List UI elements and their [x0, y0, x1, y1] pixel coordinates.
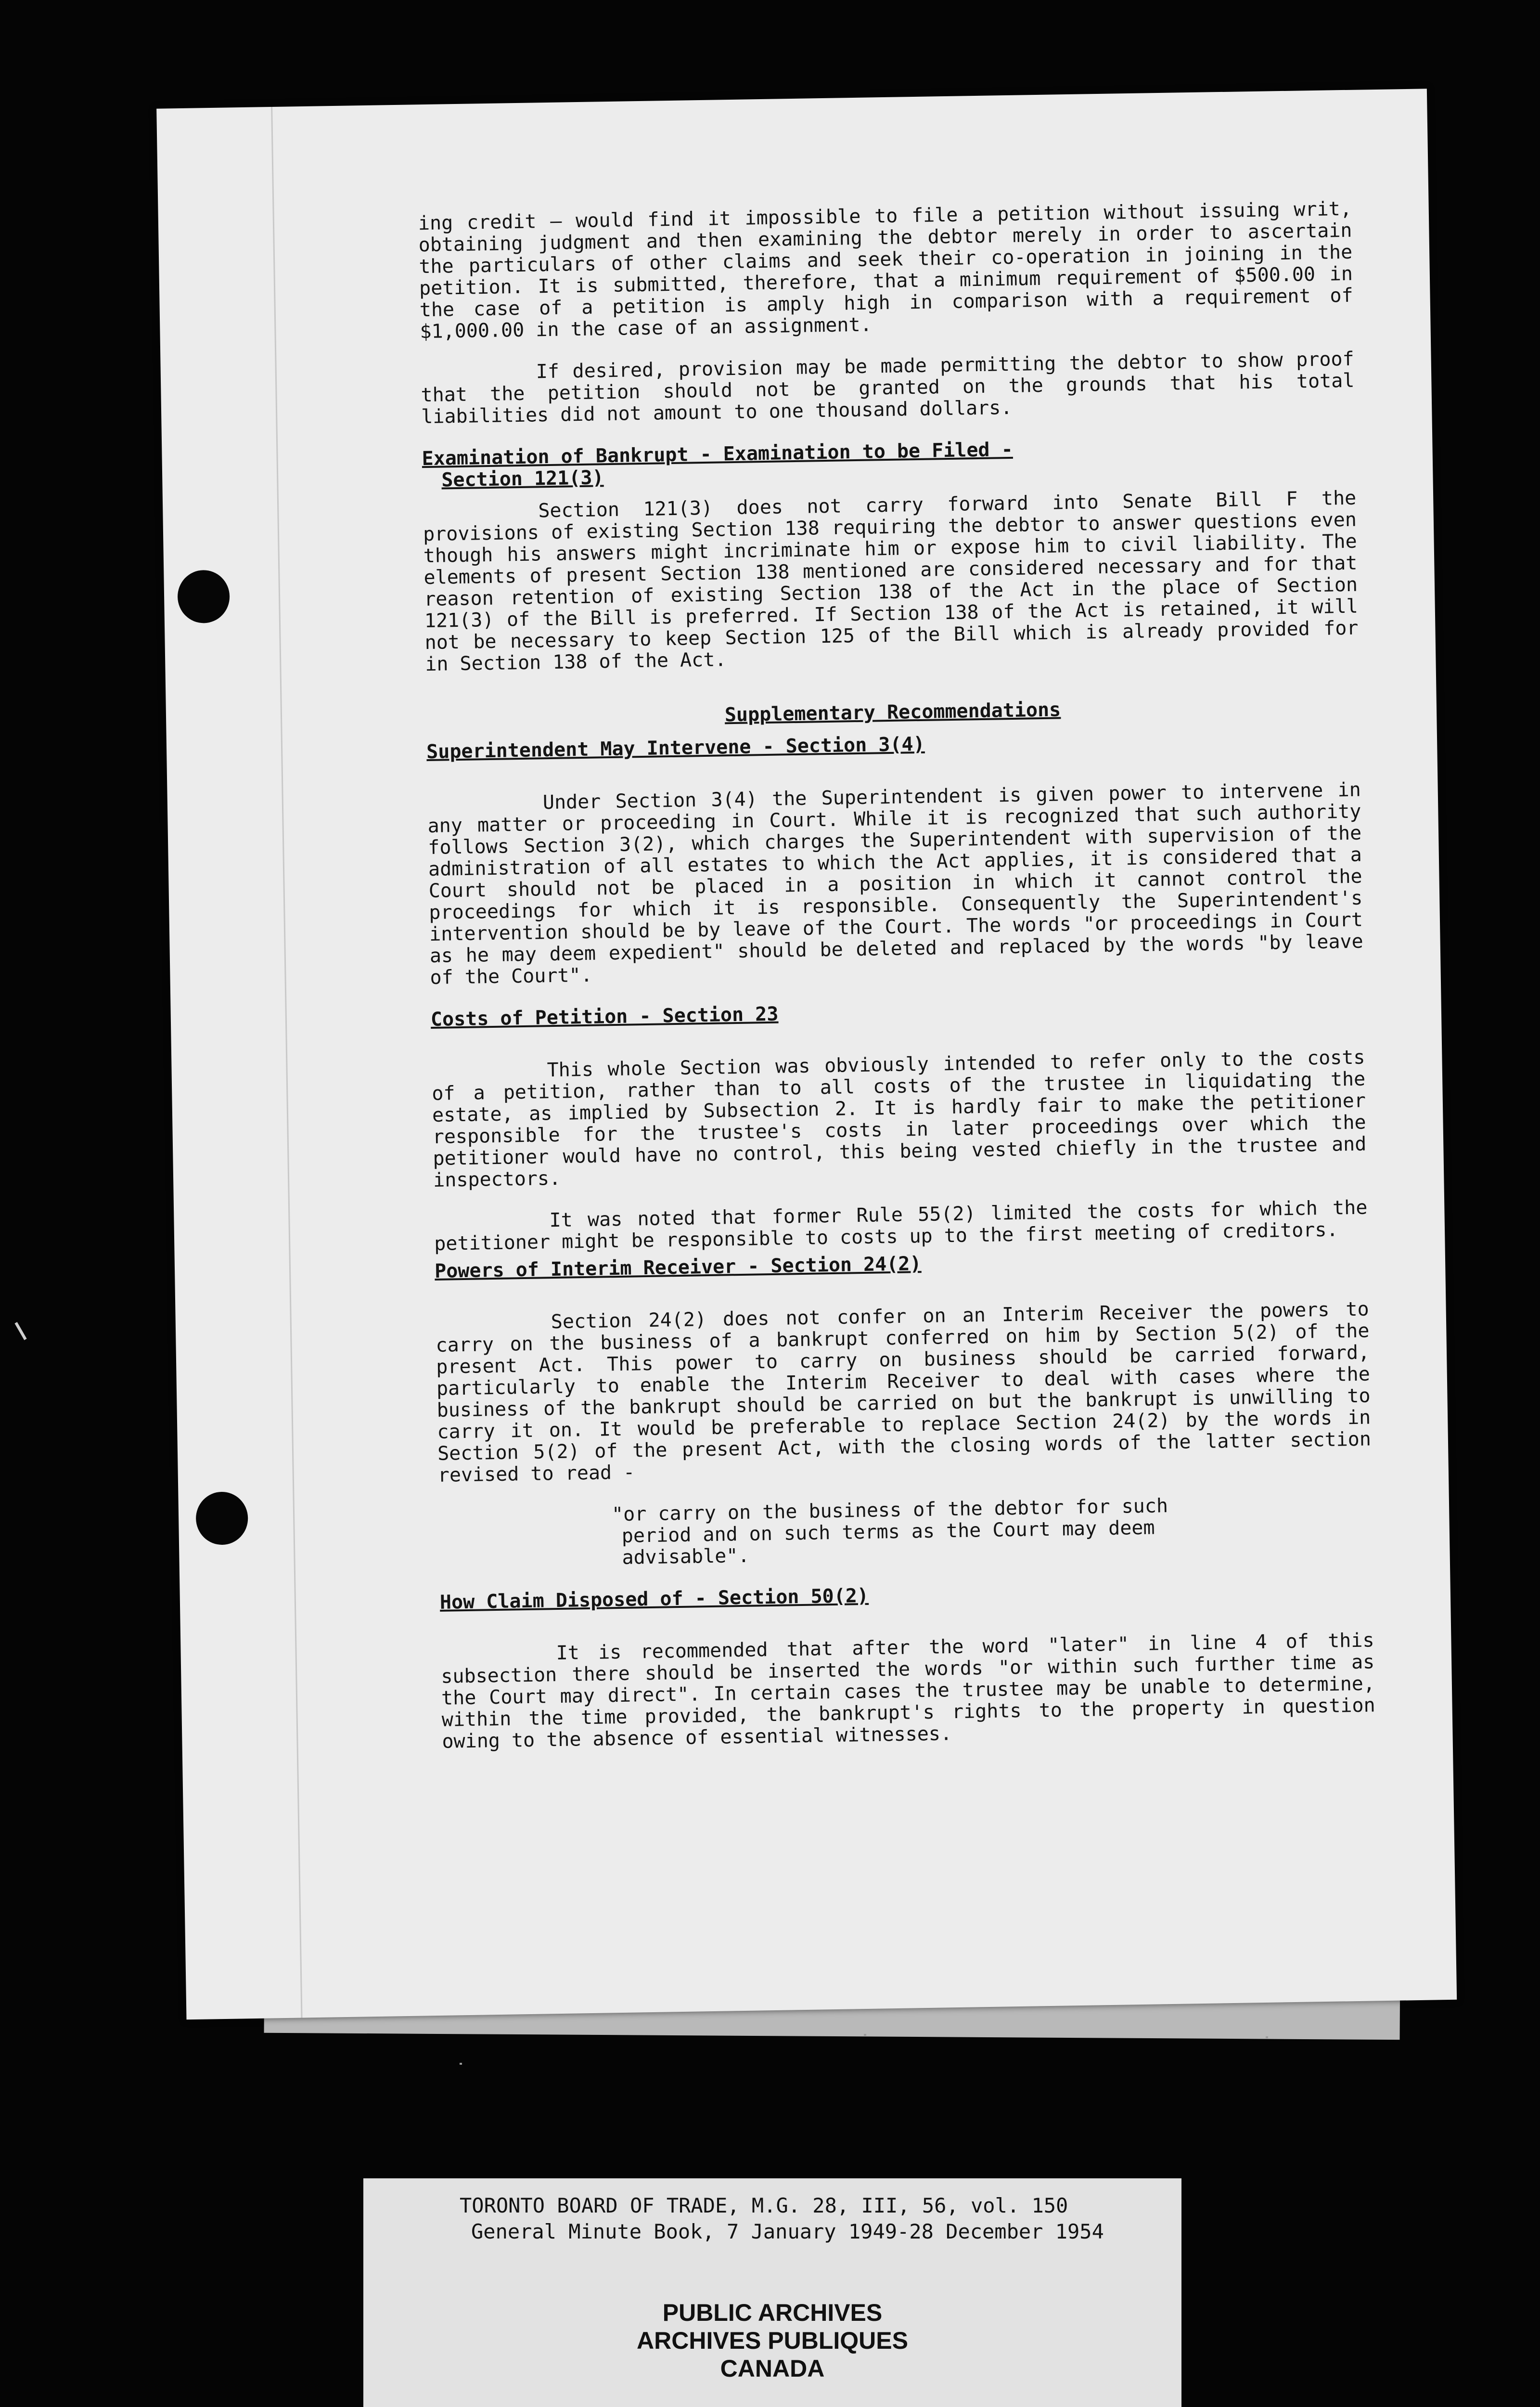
- heading-examination-line2: Section 121(3): [441, 466, 604, 492]
- fonds-reference-line-2: General Minute Book, 7 January 1949-28 December 1954: [471, 2220, 1104, 2243]
- heading-costs-of-petition: Costs of Petition - Section 23: [430, 1003, 779, 1031]
- archive-name-country: CANADA: [720, 2355, 825, 2382]
- paragraph-debtor-proof: If desired, provision may be made permitting the debtor to show proof that the petition should not be granted on the grounds that his total liabilities did not amount to one thousand dollars.: [421, 348, 1355, 428]
- fonds-reference: [460, 2193, 1133, 2245]
- heading-supplementary-recommendations: Supplementary Recommendations: [724, 699, 1061, 726]
- quote-line-1: "or carry on the business of the debtor for such: [611, 1495, 1168, 1526]
- punch-hole-top: [177, 569, 230, 623]
- film-scratch: [14, 1322, 26, 1340]
- punch-hole-bottom: [195, 1491, 248, 1545]
- fonds-reference-line-1: TORONTO BOARD OF TRADE, M.G. 28, III, 56, vol. 150: [460, 2194, 1068, 2217]
- document-page: [156, 89, 1457, 2019]
- paragraph-rule-55: It was noted that former Rule 55(2) limited the costs for which the petitioner might be responsible to costs up to the first meeting of creditors.: [434, 1196, 1368, 1255]
- heading-how-claim-disposed: How Claim Disposed of - Section 50(2): [439, 1584, 869, 1614]
- paragraph-section-121: Section 121(3) does not carry forward into Senate Bill F the provisions of existing Section 138 requiring the debtor to answer questions even though his answers might incriminate him or expose him to civil liability. The elements of present Section 138 mentioned are considered necessary and for that reason retention of existing Section 138 of the Act in the place of Section 121(3) of the Bill is preferred. If Section 138 of the Act is retained, it will not be necessary to keep Section 125 of the Bill which is already provided for in Section 138 of the Act.: [423, 487, 1359, 676]
- film-speck: [864, 2034, 866, 2036]
- paragraph-section-3-4: Under Section 3(4) the Superintendent is given power to intervene in any matter or proceeding in Court. While it is recognized that such authority follows Section 3(2), which charges the Superintendent with supervision of the administration of all estates to which the Act applies, it is considered that a Court should not be placed in a position in which it cannot control the proceedings for which it is responsible. Consequently the Superintendent's intervention should be by leave of the Court. The words "or proceedings in Court as he may deem expedient" should be deleted and replaced by the words "by leave of the Court".: [427, 778, 1364, 989]
- paragraph-section-23: This whole Section was obviously intended to refer only to the costs of a petition, rather than to all costs of the trustee in liquidating the estate, as implied by Subsection 2. It is hardly fair to make the petitioner responsible for the trustee's costs in later proceedings over which the petitioner would have no control, this being vested chiefly in the trustee and inspectors.: [432, 1046, 1367, 1191]
- quoted-revision: [612, 1495, 1190, 1569]
- paragraph-intro-continued: ing credit — would find it impossible to file a petition without issuing writ, obtaining judgment and then examining the debtor merely in order to ascertain the particulars of other claims and seek their co-operation in joining in the petition. It is submitted, therefore, that a minimum requirement of $500.00 in the case of a petition is amply high in comparison with a requirement of $1,000.00 in the case of an assignment.: [418, 197, 1353, 343]
- quote-line-2: period and on such terms as the Court may deem: [621, 1516, 1155, 1547]
- archive-name-english: PUBLIC ARCHIVES: [662, 2299, 883, 2326]
- archive-name: [363, 2299, 1181, 2382]
- paragraph-section-50-2: It is recommended that after the word "later" in line 4 of this subsection there should be inserted the words "or within such further time as the Court may direct". In certain cases the trustee may be unable to determine, within the time provided, the bankrupt's rights to the property in question owing to the absence of essential witnesses.: [441, 1629, 1375, 1753]
- film-speck: [1266, 2036, 1268, 2038]
- archive-label-card: [363, 2178, 1181, 2407]
- heading-superintendent-may-intervene: Superintendent May Intervene - Section 3(4): [426, 733, 925, 764]
- paragraph-section-24-2: Section 24(2) does not confer on an Interim Receiver the powers to carry on the business of a bankrupt conferred on him by Section 5(2) of the present Act. This power to carry on business should be carried forward, particularly to enable the Interim Receiver to deal with cases where the business of the bankrupt should be carried on but the bankrupt is unwilling to carry it on. It would be preferable to replace Section 24(2) by the words in Section 5(2) of the present Act, with the closing words of the latter section revised to read -: [436, 1298, 1372, 1487]
- film-speck: [460, 2063, 462, 2065]
- quote-line-3: advisable".: [622, 1544, 750, 1569]
- typed-text-body: [418, 198, 1376, 1753]
- heading-examination-line1: Examination of Bankrupt - Examination to be Filed -: [422, 438, 1014, 470]
- margin-rule: [271, 107, 302, 2018]
- heading-powers-of-interim-receiver: Powers of Interim Receiver - Section 24(2): [434, 1253, 922, 1282]
- archive-name-french: ARCHIVES PUBLIQUES: [637, 2327, 908, 2354]
